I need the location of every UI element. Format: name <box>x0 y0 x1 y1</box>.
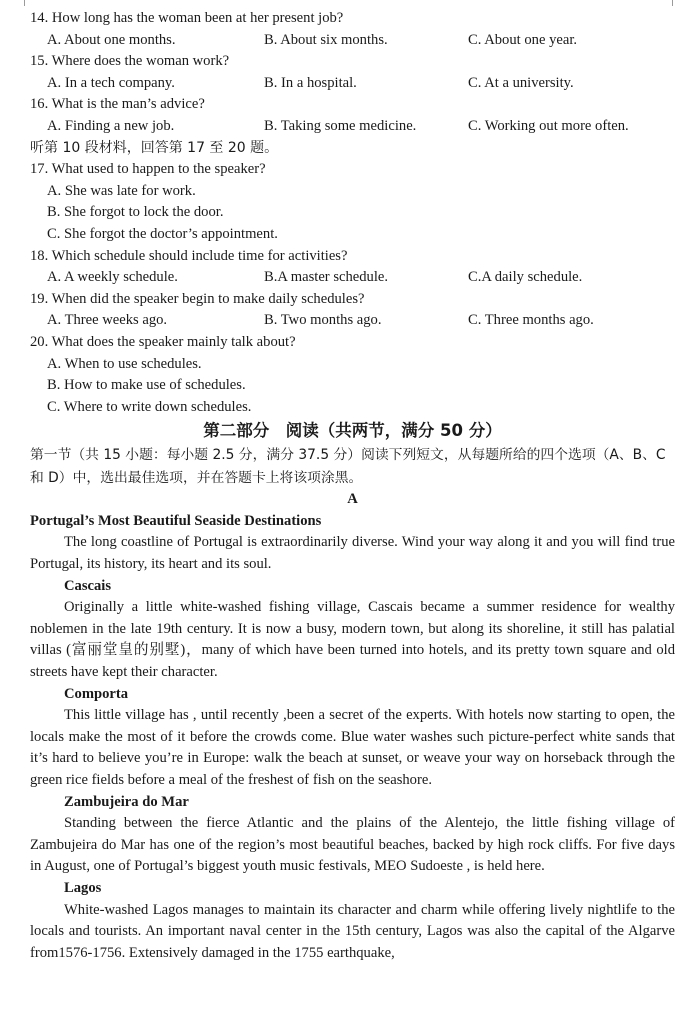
question-options <box>30 73 675 95</box>
question-stem: 16. What is the man’s advice? <box>30 96 205 113</box>
place-paragraph: Standing between the fierce Atlantic and the plains of the Alentejo, the little fishing village of Zambujeira do Mar has one of the region’s most beautiful beaches, backed by high rock cliffs. For five days in August, one of Portugal’s biggest youth music festivals, MEO Sudoeste , is held here. <box>30 815 675 875</box>
option-b: B. About six months. <box>264 31 388 48</box>
option-c: C. Three months ago. <box>468 312 594 329</box>
question-stem: 18. Which schedule should include time for activities? <box>30 247 348 264</box>
page-corner-mark <box>14 0 25 6</box>
exam-page <box>30 8 675 964</box>
question-stem: 15. Where does the woman work? <box>30 53 230 70</box>
article-intro: The long coastline of Portugal is extraordinarily diverse. Wind your way along it and you will find true Portugal, its history, its heart and its soul. <box>30 534 675 573</box>
place-heading: Zambujeira do Mar <box>64 793 189 810</box>
option-a: A. In a tech company. <box>47 74 175 91</box>
place-heading: Cascais <box>64 577 112 594</box>
option-c: C. At a university. <box>468 74 574 91</box>
option-b: B. How to make use of schedules. <box>47 377 246 394</box>
option-a: A. Three weeks ago. <box>47 312 168 329</box>
option-b: B. She forgot to lock the door. <box>47 204 224 221</box>
option-c: C. About one year. <box>468 31 578 48</box>
option-a: A. About one months. <box>47 31 176 48</box>
question-stem: 19. When did the speaker begin to make daily schedules? <box>30 290 365 307</box>
place-paragraph: Originally a little white-washed fishing village, Cascais became a summer residence for wealthy noblemen in the late 19th century. It is now a busy, modern town, but along its shoreline, it still has palatial villas (富丽堂皇的别墅)，many of which have been turned into hotels, and its pretty town square and old streets have kept their character. <box>30 599 675 681</box>
question-options <box>30 30 675 52</box>
reading-instruction: 第一节（共 15 小题：每小题 2.5 分，满分 37.5 分）阅读下列短文，从每题所给的四个选项（A、B、C 和 D）中，选出最佳选项，并在答题卡上将该项涂黑。 <box>30 447 666 486</box>
option-a: A. Finding a new job. <box>47 117 175 134</box>
question-options <box>30 310 675 332</box>
place-paragraph: This little village has , until recently ,been a secret of the experts. With hotels now starting to open, the locals make the most of it before the crowds come. Blue water washes such picture-perfect white sands that it’s hard to believe you’re in Europe: walk the beach at sunset, or weave your way on horseback through the green rice fields before a meal of the freshest of fish on the seashore. <box>30 707 675 788</box>
place-heading: Lagos <box>64 879 102 896</box>
option-b: B. Two months ago. <box>264 312 382 329</box>
part-title: 第二部分 阅读（共两节，满分 50 分） <box>203 421 502 441</box>
option-c: C. She forgot the doctor’s appointment. <box>47 225 278 242</box>
option-c: C. Where to write down schedules. <box>47 398 252 415</box>
question-stem: 20. What does the speaker mainly talk about? <box>30 333 296 350</box>
question-stem: 17. What used to happen to the speaker? <box>30 161 266 178</box>
section-instruction: 听第 10 段材料，回答第 17 至 20 题。 <box>30 139 279 156</box>
option-b: B. Taking some medicine. <box>264 117 417 134</box>
question-options <box>30 116 675 138</box>
place-paragraph: White-washed Lagos manages to maintain its character and charm while offering lively nightlife to the locals and tourists. An important naval center in the 15th century, Lagos was also the capital of the Algarve from1576-1756. Extensively damaged in the 1755 earthquake, <box>30 901 675 961</box>
option-c: C.A daily schedule. <box>468 269 583 286</box>
question-options <box>30 267 675 289</box>
option-c: C. Working out more often. <box>468 117 629 134</box>
option-b: B.A master schedule. <box>264 269 389 286</box>
page-corner-mark <box>672 0 683 6</box>
passage-letter: A <box>347 491 358 508</box>
article-title: Portugal’s Most Beautiful Seaside Destinations <box>30 512 322 529</box>
option-a: A. When to use schedules. <box>47 355 202 372</box>
place-heading: Comporta <box>64 685 129 702</box>
question-stem: 14. How long has the woman been at her present job? <box>30 10 344 26</box>
option-a: A. A weekly schedule. <box>47 269 178 286</box>
option-a: A. She was late for work. <box>47 182 196 199</box>
option-b: B. In a hospital. <box>264 74 357 91</box>
